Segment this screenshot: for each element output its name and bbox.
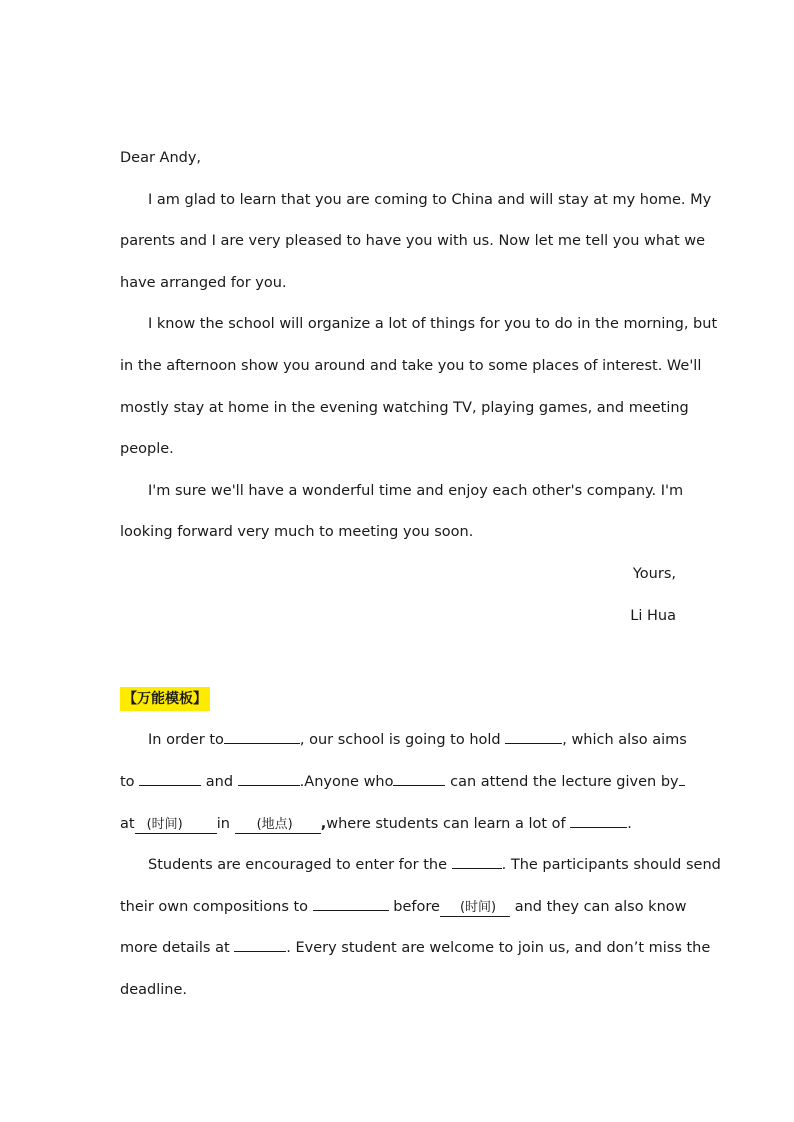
- template-l4-text-b: . The participants should send: [501, 857, 721, 874]
- letter-p2-line3: mostly stay at home in the evening watching TV, playing games, and meeting: [120, 399, 689, 416]
- template-line1: [120, 720, 687, 762]
- template-l4-text-a: Students are encouraged to enter for the: [148, 857, 452, 874]
- blank: [224, 743, 300, 744]
- template-l2-text-b: and: [201, 773, 238, 790]
- document-page: [120, 138, 721, 1011]
- template-l3-text-a: at: [120, 815, 135, 832]
- letter-closing: Yours,: [632, 565, 676, 582]
- template-l2-text-c: .Anyone who: [299, 773, 394, 790]
- place-blank: (地点): [235, 817, 321, 834]
- template-l3-text-d: where students can learn a lot of: [326, 815, 571, 832]
- template-line3: [120, 804, 676, 846]
- template-line7: deadline.: [120, 981, 187, 998]
- letter-p2-line2: in the afternoon show you around and take you to some places of interest. We'll: [120, 357, 702, 374]
- blank: [238, 785, 300, 786]
- letter-p2-line1: I know the school will organize a lot of things for you to do in the morning, but: [148, 316, 718, 333]
- letter-p3-line1: I'm sure we'll have a wonderful time and enjoy each other's company. I'm: [148, 482, 684, 499]
- template-line4: [120, 845, 721, 887]
- template-heading-row: [120, 679, 676, 721]
- template-l5-text-b: before: [388, 898, 440, 915]
- template-l5-text-a: their own compositions to: [120, 898, 313, 915]
- template-l2-text-d: can attend the lecture given by: [445, 773, 679, 790]
- section-gap: [120, 637, 676, 679]
- blank: [505, 743, 562, 744]
- time-blank: (时间): [440, 900, 510, 917]
- letter-p3-line2: looking forward very much to meeting you soon.: [120, 524, 474, 541]
- blank: [313, 910, 389, 911]
- letter-p1-line1: I am glad to learn that you are coming to China and will stay at my home. My: [148, 191, 712, 208]
- blank: [393, 785, 445, 786]
- template-l3-text-e: .: [627, 815, 632, 832]
- letter-p1-line2: parents and I are very pleased to have you with us. Now let me tell you what we: [120, 233, 706, 250]
- template-line5: [120, 887, 687, 929]
- template-l1-text-c: , which also aims: [562, 732, 687, 749]
- blank: [570, 827, 627, 828]
- blank: [234, 951, 286, 952]
- blank: [452, 868, 502, 869]
- template-l2-text-a: to: [120, 773, 140, 790]
- template-heading: 【万能模板】: [120, 687, 210, 711]
- blank: [679, 785, 685, 786]
- letter-p2-line4: people.: [120, 441, 174, 458]
- blank: [139, 785, 201, 786]
- letter-greeting: Dear Andy,: [120, 150, 202, 166]
- template-l6-text-a: more details at: [120, 940, 235, 957]
- template-l3-comma: ,: [320, 815, 327, 832]
- letter-p1-line3: have arranged for you.: [120, 274, 287, 291]
- template-line6: [120, 928, 711, 970]
- letter-signature: Li Hua: [630, 607, 676, 624]
- time-blank: (时间): [135, 817, 217, 834]
- template-l1-text-b: , our school is going to hold: [299, 732, 506, 749]
- template-l5-text-c: and they can also know: [510, 898, 687, 915]
- template-l1-text-a: In order to: [148, 732, 224, 749]
- template-l3-text-b: in: [216, 815, 235, 832]
- template-line2: [120, 762, 679, 804]
- template-l6-text-b: . Every student are welcome to join us, and don’t miss the: [286, 940, 711, 957]
